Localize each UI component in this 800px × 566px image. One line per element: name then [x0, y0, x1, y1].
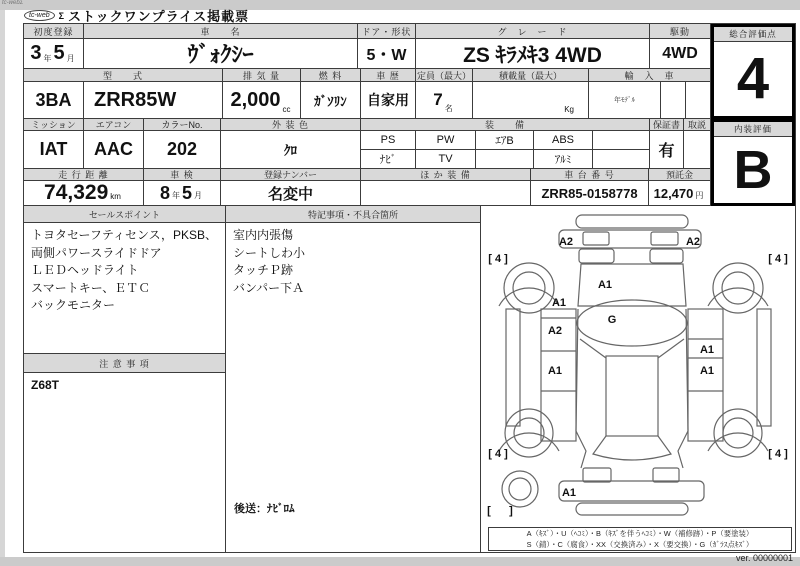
interior-rating-value: B — [733, 140, 773, 200]
cowl-right-shape — [650, 249, 683, 263]
rear-window-shape — [593, 436, 671, 460]
interior-rating-header: 内装評価 — [714, 122, 792, 137]
caution-content: Z68T — [24, 373, 226, 553]
interior-rating-box — [711, 119, 795, 206]
scan-artifact-left — [0, 10, 5, 557]
mileage-number: 74,329 — [44, 181, 109, 204]
warranty-header: 保証書 — [650, 119, 684, 131]
capacity-number: 7 — [433, 90, 443, 109]
equip-alloy: ｱﾙﾐ — [534, 150, 593, 169]
version-text: ver. 00000001 — [735, 553, 793, 563]
damage-label-left-fender: A1 — [551, 297, 567, 309]
equip-blank-1 — [593, 131, 650, 150]
mileage-header: 走 行 距 離 — [24, 169, 144, 181]
equip-tv: TV — [416, 150, 476, 169]
left-sill-strip — [506, 309, 520, 426]
overall-rating-value: 4 — [736, 46, 770, 111]
fuel-value: ｶﾞｿﾘﾝ — [301, 82, 361, 119]
sigma-logo-icon: Σ — [58, 10, 65, 21]
capacity-unit: 名 — [444, 104, 453, 113]
front-panel-shape — [559, 230, 701, 248]
car-name-header: 車 名 — [84, 24, 358, 39]
capacity-header: 定員（最大） — [416, 70, 471, 81]
later-shipment-note: 後送：ﾅﾋﾞﾛﾑ — [234, 503, 295, 515]
hood-shape — [577, 300, 687, 346]
model-code-value: ZRR85W — [84, 82, 223, 119]
first-registration-value — [24, 39, 84, 69]
drive-header: 駆動 — [650, 24, 711, 39]
aircon-header: エアコン — [84, 119, 144, 131]
displacement-value — [223, 82, 301, 119]
sales-point-line: バックモニター — [31, 298, 116, 312]
body-side-left — [576, 309, 586, 468]
equip-ps: PS — [361, 131, 416, 150]
rear-panel-shape — [559, 481, 704, 501]
door-shape-value: 5・W — [358, 39, 416, 69]
car-damage-diagram — [481, 206, 796, 524]
load-value — [473, 82, 589, 119]
inspection-month-unit: 月 — [194, 191, 203, 200]
deposit-unit: 円 — [695, 191, 704, 200]
roof-shape — [606, 356, 658, 436]
headlight-left-shape — [583, 232, 609, 245]
first-reg-year: 3 — [30, 42, 42, 64]
transmission-value: IAT — [24, 131, 84, 169]
equip-abs: ABS — [534, 131, 593, 150]
exterior-color-header: 外 装 色 — [221, 119, 361, 131]
deposit-number: 12,470 — [653, 185, 694, 201]
damage-label-front-left: A2 — [558, 236, 574, 248]
inspection-year: 8 — [159, 182, 170, 203]
legend-line: A（ｷｽﾞ）・U（ﾍｺﾐ）・B（ｷｽﾞを伴うﾍｺﾐ）・W（補修跡）・P（要塗装） — [526, 529, 754, 538]
tire-depth-front-right: [ 4 ] — [768, 253, 788, 265]
color-no-header: カラーNo. — [144, 119, 221, 131]
page-title: ストックワンプライス掲載票 — [68, 9, 250, 24]
deposit-value — [649, 181, 711, 206]
load-header: 積載量（最大） — [473, 69, 589, 82]
spare-tire-icon — [502, 471, 538, 507]
first-reg-month-unit: 月 — [66, 54, 75, 63]
overall-rating-box — [711, 24, 795, 119]
equip-blank-2 — [476, 150, 534, 169]
damage-label-front-right: A2 — [685, 236, 701, 248]
first-registration-header: 初度登録 — [24, 24, 84, 39]
body-side-right — [678, 309, 688, 468]
fender-front-right — [708, 288, 768, 306]
cowl-left-shape — [579, 249, 614, 263]
inspection-month: 5 — [182, 182, 193, 203]
sales-points-content — [24, 223, 226, 354]
caution-header: 注 意 事 項 — [24, 354, 226, 373]
other-equip-value — [361, 181, 531, 206]
inspection-year-unit: 年 — [172, 191, 180, 200]
displacement-unit: cc — [282, 105, 291, 114]
drive-value: 4WD — [650, 39, 711, 69]
mileage-value — [24, 181, 144, 206]
reg-number-value: 名変中 — [221, 181, 361, 206]
front-bumper-shape — [576, 215, 688, 228]
spare-bracket-left: [ — [487, 505, 491, 517]
scan-corner-logo: tc-webΣ — [2, 0, 24, 6]
tire-depth-rear-right: [ 4 ] — [768, 448, 788, 460]
aircon-value: AAC — [84, 131, 144, 169]
first-reg-month: 5 — [53, 42, 65, 64]
damage-label-right-door: A1 — [699, 344, 715, 356]
sales-point-line: 両側パワースライドドア — [31, 245, 162, 260]
sales-point-line: トヨタセーフティセンス，PKSB、 — [31, 228, 217, 242]
history-header: 車 歴 — [361, 69, 416, 82]
remark-line: 室内内張傷 — [233, 228, 294, 242]
exterior-color-value: ｸﾛ — [221, 131, 361, 169]
warranty-value: 有 — [650, 131, 684, 169]
import-cell-3 — [686, 82, 711, 119]
transmission-header: ミッション — [24, 119, 84, 131]
overall-rating-header: 総合評価点 — [714, 27, 792, 42]
displacement-header: 排 気 量 — [223, 69, 301, 82]
main-table — [23, 23, 796, 553]
other-equip-header: ほ か 装 備 — [361, 169, 531, 181]
taillight-right-shape — [653, 468, 679, 482]
import-header: 輸 入 車 — [589, 69, 711, 82]
equipment-header: 装 備 — [361, 119, 650, 131]
remark-line: シートしわ小 — [233, 245, 306, 260]
tire-depth-rear-left: [ 4 ] — [488, 448, 508, 460]
year-model-note: 年ﾓﾃﾞﾙ — [614, 97, 635, 104]
spare-bracket-right: ] — [509, 505, 513, 517]
remark-line: タッチＰ跡 — [233, 263, 294, 277]
equip-airbag: ｴｱB — [476, 131, 534, 150]
reg-number-header: 登録ナンバー — [221, 169, 361, 181]
equip-blank-3 — [593, 150, 650, 169]
chassis-header: 車 台 番 号 — [531, 169, 649, 181]
inspection-header: 車 検 — [144, 169, 221, 181]
model-prefix-value: 3BA — [24, 82, 84, 119]
sales-points-header: セールスポイント — [24, 206, 226, 223]
equip-pw: PW — [416, 131, 476, 150]
deposit-header: 預託金 — [649, 169, 711, 181]
remarks-header: 特記事項・不具合箇所 — [226, 206, 481, 223]
color-no-value: 202 — [144, 131, 221, 169]
mileage-unit: km — [110, 192, 121, 201]
displacement-number: 2,000 — [230, 88, 281, 111]
manual-header: 取説 — [684, 119, 711, 131]
right-sill-strip — [757, 309, 771, 426]
remark-line: バンパー下Ａ — [233, 280, 305, 295]
car-name-value: ｳﾞｫｸｼｰ — [84, 39, 358, 69]
fuel-header: 燃 料 — [301, 69, 361, 82]
history-value: 自家用 — [361, 82, 416, 119]
grade-header: グ レ ー ド — [416, 24, 650, 39]
equip-navi: ﾅﾋﾞ — [361, 150, 416, 169]
sales-point-line: スマートキー、ＥＴＣ — [31, 280, 151, 295]
headlight-right-shape — [651, 232, 678, 245]
chassis-value: ZRR85-0158778 — [531, 181, 649, 206]
grade-value: ZS ｷﾗﾒｷ3 4WD — [416, 39, 650, 69]
tire-depth-front-left: [ 4 ] — [488, 253, 508, 265]
fender-front-left — [499, 288, 559, 306]
model-code-header: 型 式 — [24, 69, 223, 82]
damage-label-rear: A1 — [561, 487, 577, 499]
import-year-model-cell — [589, 82, 661, 119]
damage-label-left-door: A2 — [547, 325, 563, 337]
sales-point-line: ＬＥＤヘッドライト — [31, 263, 139, 277]
damage-label-left-rear: A1 — [547, 365, 563, 377]
manual-value — [684, 131, 711, 169]
inspection-value — [144, 181, 221, 206]
taillight-left-shape — [583, 468, 611, 482]
first-reg-year-unit: 年 — [43, 54, 52, 63]
damage-label-right-rear: A1 — [699, 365, 715, 377]
legend-line: S（錆）・C（腐食）・XX（交換済み）・X（要交換）・G（ｶﾞﾗｽ点ｷｽﾞ） — [526, 539, 754, 549]
damage-label-windshield: A1 — [597, 279, 613, 291]
damage-label-hood: G — [607, 314, 617, 326]
rear-bumper-shape — [576, 503, 688, 515]
damage-legend — [488, 527, 792, 551]
tcweb-logo: tc-web — [24, 10, 55, 21]
spare-tire-inner — [509, 478, 531, 500]
door-shape-header: ドア・形状 — [358, 24, 416, 39]
capacity-value — [416, 82, 473, 119]
load-unit: Kg — [564, 105, 574, 114]
import-cell-2 — [661, 82, 686, 119]
